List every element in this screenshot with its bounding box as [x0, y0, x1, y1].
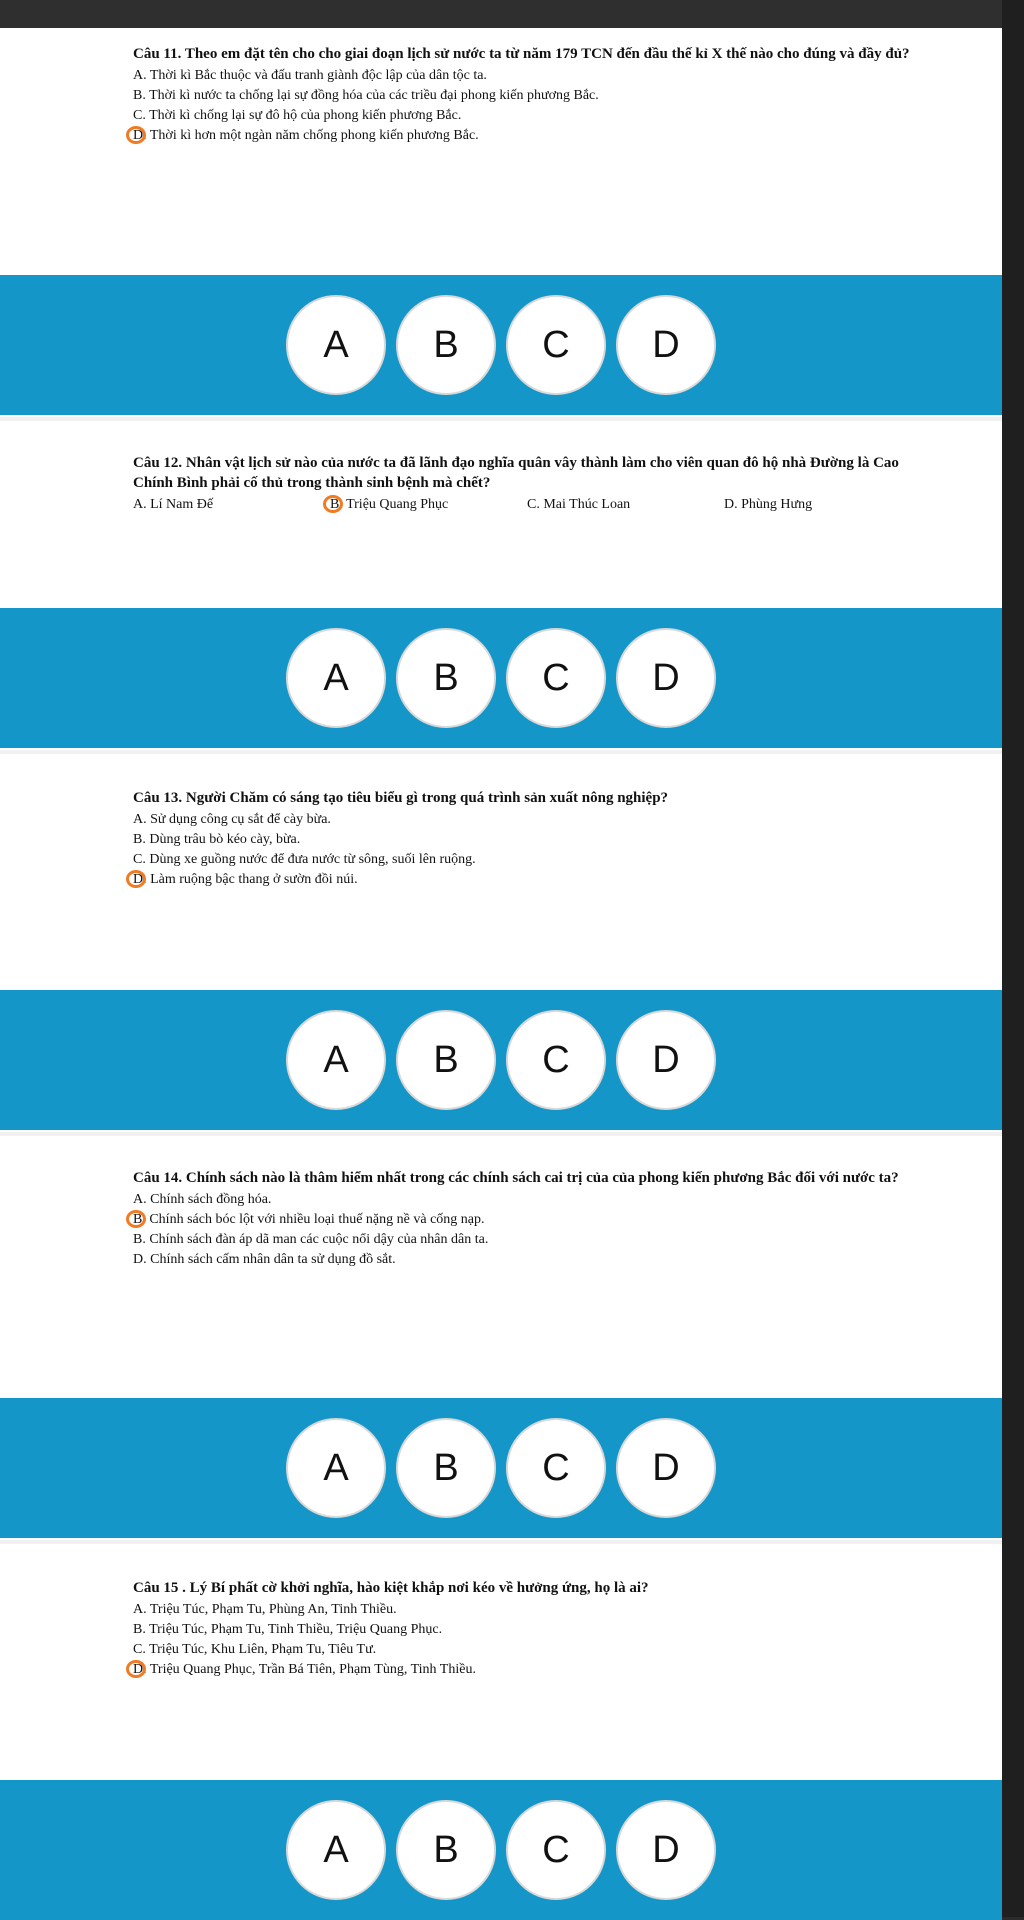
option-d — [133, 870, 923, 890]
option-b — [330, 495, 527, 515]
answer-button-d[interactable]: D — [616, 1800, 716, 1900]
answer-button-b[interactable]: B — [396, 1010, 496, 1110]
question-14 — [133, 1168, 923, 1270]
question-title: Câu 13. Người Chăm có sáng tạo tiêu biểu gì trong quá trình sản xuất nông nghiệp? — [133, 790, 669, 806]
option-d-text: D. Thời kì hơn một ngàn năm chống phong kiến phương Bắc. — [133, 128, 479, 143]
option-a: A. Triệu Túc, Phạm Tu, Phùng An, Tinh Thiều. — [133, 1602, 397, 1617]
answer-button-a[interactable]: A — [286, 295, 386, 395]
answer-band-15 — [0, 1780, 1002, 1920]
answer-mark-circle — [126, 1210, 146, 1228]
option-d: D. Chính sách cấm nhân dân ta sử dụng đồ sắt. — [133, 1252, 396, 1267]
question-11 — [133, 44, 923, 146]
option-d — [133, 1660, 923, 1680]
question-title: Câu 15 . Lý Bí phất cờ khởi nghĩa, hào kiệt khắp nơi kéo về hưởng ứng, họ là ai? — [133, 1580, 649, 1596]
question-title: Câu 11. Theo em đặt tên cho cho giai đoạn lịch sử nước ta từ năm 179 TCN đến đầu thế kỉ X thế nào cho đúng và đầy đủ? — [133, 46, 910, 62]
answer-button-a[interactable]: A — [286, 1800, 386, 1900]
option-b-text: B. Triệu Quang Phục — [330, 497, 449, 512]
answer-button-c[interactable]: C — [506, 1418, 606, 1518]
question-15 — [133, 1578, 923, 1680]
top-bar — [0, 0, 1024, 28]
divider — [0, 1132, 1002, 1136]
option-c: C. Mai Thúc Loan — [527, 497, 631, 512]
answer-button-d[interactable]: D — [616, 628, 716, 728]
divider — [0, 750, 1002, 754]
option-c: C. Dùng xe guồng nước để đưa nước từ sông, suối lên ruộng. — [133, 852, 476, 867]
option-a: A. Thời kì Bắc thuộc và đấu tranh giành độc lập của dân tộc ta. — [133, 68, 487, 83]
answer-button-c[interactable]: C — [506, 1010, 606, 1110]
question-title: Câu 14. Chính sách nào là thâm hiểm nhất trong các chính sách cai trị của của phong kiến phương Bắc đối với nước ta? — [133, 1170, 899, 1186]
answer-button-c[interactable]: C — [506, 628, 606, 728]
answer-button-b[interactable]: B — [396, 628, 496, 728]
option-d-text: D. Làm ruộng bậc thang ở sườn đồi núi. — [133, 872, 358, 887]
divider — [0, 417, 1002, 421]
answer-button-c[interactable]: C — [506, 1800, 606, 1900]
option-b — [133, 1210, 923, 1230]
option-a: A. Lí Nam Đế — [133, 497, 214, 512]
question-12 — [133, 453, 923, 515]
divider — [0, 1540, 1002, 1544]
option-a: A. Chính sách đồng hóa. — [133, 1192, 272, 1207]
option-b: B. Triệu Túc, Phạm Tu, Tinh Thiều, Triệu Quang Phục. — [133, 1622, 443, 1637]
answer-mark-circle — [126, 1660, 146, 1678]
answer-button-d[interactable]: D — [616, 1418, 716, 1518]
question-title: Câu 12. Nhân vật lịch sử nào của nước ta đã lãnh đạo nghĩa quân vây thành làm cho viên quan đô hộ nhà Đường là Cao Chính Bình phải cố thủ trong thành sinh bệnh mà chết? — [133, 455, 899, 491]
option-c: C. Thời kì chống lại sự đô hộ của phong kiến phương Bắc. — [133, 108, 462, 123]
right-scroll-gutter — [1002, 0, 1024, 1917]
option-d — [133, 126, 923, 146]
answer-button-d[interactable]: D — [616, 295, 716, 395]
answer-band-14 — [0, 1398, 1002, 1538]
answer-band-13 — [0, 990, 1002, 1130]
option-d-text: D. Triệu Quang Phục, Trần Bá Tiên, Phạm Tùng, Tinh Thiều. — [133, 1662, 476, 1677]
answer-button-a[interactable]: A — [286, 1418, 386, 1518]
quiz-page — [0, 28, 1002, 1917]
answer-mark-circle — [126, 870, 146, 888]
options-row — [133, 495, 923, 515]
option-c: B. Chính sách đàn áp dã man các cuộc nổi dậy của nhân dân ta. — [133, 1232, 489, 1247]
answer-band-11 — [0, 275, 1002, 415]
option-c: C. Triệu Túc, Khu Liên, Phạm Tu, Tiêu Tư. — [133, 1642, 377, 1657]
option-b: B. Dùng trâu bò kéo cày, bừa. — [133, 832, 301, 847]
answer-button-a[interactable]: A — [286, 1010, 386, 1110]
option-b-text: B. Chính sách bóc lột với nhiều loại thuế nặng nề và cống nạp. — [133, 1212, 485, 1227]
answer-mark-circle — [126, 126, 146, 144]
option-b: B. Thời kì nước ta chống lại sự đồng hóa của các triều đại phong kiến phương Bắc. — [133, 88, 599, 103]
answer-button-b[interactable]: B — [396, 295, 496, 395]
answer-button-b[interactable]: B — [396, 1418, 496, 1518]
answer-button-a[interactable]: A — [286, 628, 386, 728]
question-13 — [133, 788, 923, 890]
option-d: D. Phùng Hưng — [724, 497, 813, 512]
answer-mark-circle — [323, 495, 343, 513]
answer-button-b[interactable]: B — [396, 1800, 496, 1900]
answer-button-c[interactable]: C — [506, 295, 606, 395]
answer-button-d[interactable]: D — [616, 1010, 716, 1110]
option-a: A. Sử dụng công cụ sắt để cày bừa. — [133, 812, 331, 827]
answer-band-12 — [0, 608, 1002, 748]
